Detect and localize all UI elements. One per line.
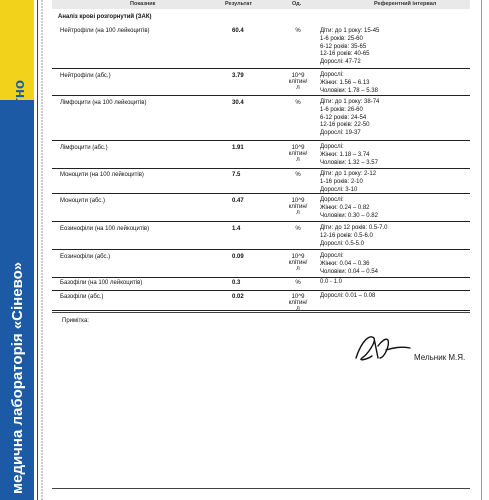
row-name: Базофіли (на 100 лейкоцитів)	[60, 280, 143, 286]
row-reference: Діти: до 12 років: 0.5-7.0 12-16 років: 0.5-6.0 Дорослі: 0.5-5.0	[320, 225, 388, 247]
row-reference: Діти: до 1 року: 38-74 1-6 років: 26-60 6-12 років: 24-54 12-16 років: 22-50 Дорослі: 19-37	[320, 99, 380, 137]
table-row	[52, 69, 470, 96]
header-result: Результат	[225, 1, 253, 7]
note-label: Примітка:	[62, 318, 89, 324]
row-unit: %	[295, 280, 301, 286]
row-reference: Дорослі: Жінки: 1.56 – 6.13 Чоловіки: 1.78 – 5.38	[320, 72, 378, 94]
row-value: 0.09	[232, 254, 244, 260]
row-unit: 10^9 клітин/л	[288, 254, 308, 272]
row-value: 0.02	[232, 294, 244, 300]
brand-slogan-wrap	[6, 2, 32, 242]
row-reference: Діти: до 1 року: 2-12 1-16 років: 2-10 Дорослі: 3-10	[320, 171, 377, 193]
row-value: 1.4	[232, 226, 241, 232]
row-reference: Дорослі: Жінки: 0.24 – 0.82 Чоловіки: 0.30 – 0.82	[320, 197, 378, 219]
table-end-line	[52, 312, 470, 313]
table-row	[52, 96, 470, 141]
row-reference: Діти: до 1 року: 15-45 1-6 років: 25-60 6-12 років: 35-65 12-16 років: 40-65 Дорослі: 47-72	[320, 28, 380, 66]
row-name: Моноцити (абс.)	[60, 198, 105, 204]
row-name: Базофіли (абс.)	[60, 294, 104, 300]
row-unit: %	[295, 226, 301, 232]
row-reference: Дорослі: Жінки: 1.18 – 3.74 Чоловіки: 1.32 – 3.57	[320, 144, 378, 166]
table-row	[52, 169, 470, 194]
fine-print-strip	[38, 0, 47, 500]
row-name: Моноцити (на 100 лейкоцитів)	[60, 172, 144, 178]
row-unit: %	[295, 28, 301, 34]
brand-slogan: додає цінність діагно	[11, 79, 28, 240]
table-row	[52, 250, 470, 278]
row-name: Еозинофіли (абс.)	[60, 254, 111, 260]
signature	[352, 328, 412, 373]
table-row	[52, 222, 470, 250]
row-reference: Дорослі: Жінки: 0.04 – 0.36 Чоловіки: 0.04 – 0.54	[320, 253, 378, 275]
table-row	[52, 194, 470, 222]
signer-name: Мельник М.Я.	[414, 353, 466, 362]
row-name: Нейтрофіли (на 100 лейкоцитів)	[60, 28, 150, 34]
table-row	[52, 291, 470, 311]
brand-tagline: медична лабораторія «Сінево»	[9, 261, 26, 494]
row-name: Еозинофіли (на 100 лейкоцитів)	[60, 226, 150, 232]
row-value: 0.3	[232, 280, 241, 286]
row-unit: %	[295, 172, 301, 178]
row-unit: %	[295, 100, 301, 106]
row-name: Нейтрофіли (абс.)	[60, 73, 111, 79]
row-value: 7.5	[232, 172, 241, 178]
header-indicator: Показник	[130, 1, 156, 7]
table-row	[52, 141, 470, 169]
table-row	[52, 278, 470, 291]
row-value: 0.47	[232, 198, 244, 204]
row-value: 3.79	[232, 73, 244, 79]
row-reference: Дорослі: 0.01 – 0.08	[320, 293, 376, 299]
row-reference: 0.0 - 1.0	[320, 279, 343, 285]
header-reference: Референтний інтервал	[374, 1, 437, 7]
row-value: 60.4	[232, 28, 244, 34]
row-name: Лімфоцити (абс.)	[60, 145, 108, 151]
row-value: 1.91	[232, 145, 244, 151]
row-unit: 10^9 клітин/л	[288, 294, 308, 312]
page-bottom-line	[52, 488, 470, 489]
section-title: Аналіз крові розгорнутий (ЗАК)	[58, 14, 152, 20]
row-unit: 10^9 клітин/л	[288, 73, 308, 91]
table-row	[52, 23, 470, 69]
right-frame-line	[481, 0, 482, 500]
header-unit: Од.	[292, 1, 302, 7]
row-unit: 10^9 клітин/л	[288, 198, 308, 216]
row-value: 30.4	[232, 100, 244, 106]
row-unit: 10^9 клітин/л	[288, 145, 308, 163]
row-name: Лімфоцити (на 100 лейкоцитів)	[60, 100, 147, 106]
table-header	[52, 0, 470, 9]
